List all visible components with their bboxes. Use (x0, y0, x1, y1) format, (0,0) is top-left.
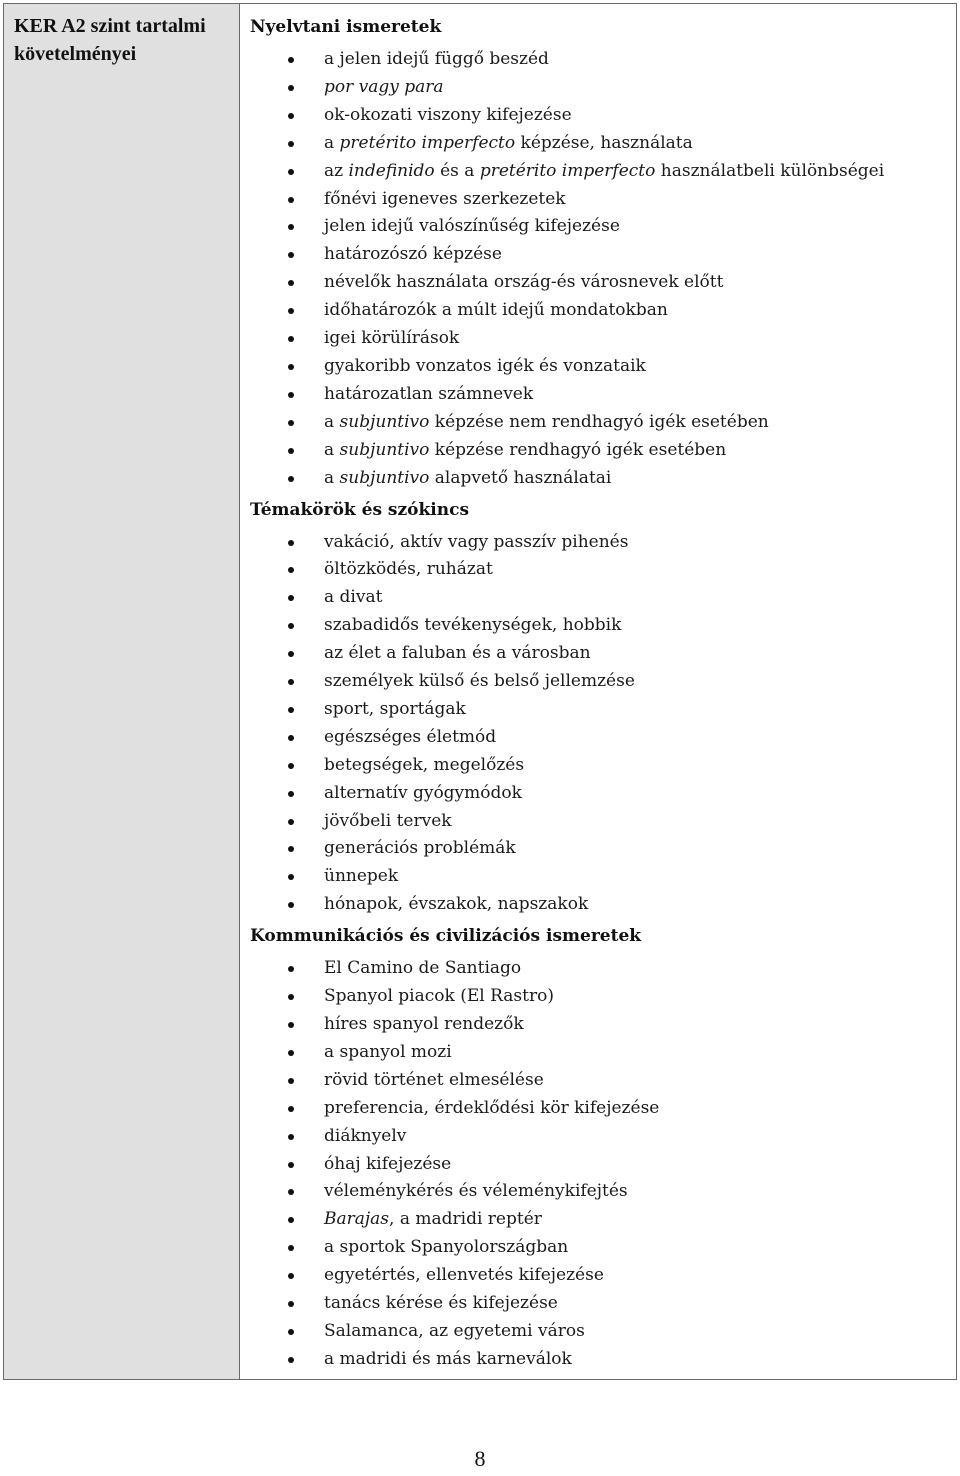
item-text: szabadidős tevékenységek, hobbik (324, 615, 622, 636)
list-item (250, 353, 956, 381)
level-title: KER A2 szint tartalmi követelményei (14, 15, 206, 65)
list-item (250, 1206, 956, 1234)
list-item (250, 1178, 956, 1206)
list-item (250, 1234, 956, 1262)
italic-term: por vagy para (324, 76, 444, 97)
bullet-icon (288, 336, 294, 342)
right-cell (240, 4, 956, 1379)
item-text: jövőbeli tervek (324, 810, 452, 831)
bullet-icon (288, 252, 294, 258)
item-text: határozatlan számnevek (324, 383, 534, 404)
list-item (250, 465, 956, 493)
bullet-icon (288, 679, 294, 685)
bullet-icon (288, 791, 294, 797)
list-item (250, 46, 956, 74)
bullet-icon (288, 1078, 294, 1084)
item-text: időhatározók a múlt idejű mondatokban (324, 300, 668, 321)
bullet-icon (288, 623, 294, 629)
item-text: alternatív gyógymódok (324, 782, 522, 803)
bullet-icon (288, 966, 294, 972)
list-item (250, 1039, 956, 1067)
list-item (250, 1318, 956, 1346)
bullet-icon (288, 874, 294, 880)
sections-container (250, 14, 956, 1374)
list-item (250, 74, 956, 102)
bullet-icon (288, 420, 294, 426)
item-text: képzése, használata (515, 132, 693, 153)
list-item (250, 808, 956, 836)
item-text: a spanyol mozi (324, 1041, 452, 1062)
bullet-icon (288, 1217, 294, 1223)
bullet-icon (288, 540, 294, 546)
bullet-icon (288, 57, 294, 63)
bullet-icon (288, 85, 294, 91)
italic-term: subjuntivo (339, 467, 430, 488)
list-item (250, 556, 956, 584)
list-item (250, 983, 956, 1011)
list-item (250, 241, 956, 269)
item-text: rövid történet elmesélése (324, 1069, 544, 1090)
list-item (250, 891, 956, 919)
bullet-icon (288, 1301, 294, 1307)
list-item (250, 1151, 956, 1179)
italic-term: subjuntivo (339, 411, 430, 432)
list-item (250, 752, 956, 780)
list-item (250, 158, 956, 186)
item-text: preferencia, érdeklődési kör kifejezése (324, 1097, 660, 1118)
bullet-icon (288, 1050, 294, 1056)
bullet-icon (288, 476, 294, 482)
list-item (250, 102, 956, 130)
list-item (250, 130, 956, 158)
item-text: használatbeli különbségei (655, 160, 885, 181)
item-text: névelők használata ország-és városnevek előtt (324, 272, 724, 293)
item-text: az élet a faluban és a városban (324, 643, 591, 664)
list-item (250, 1346, 956, 1374)
list-item (250, 1290, 956, 1318)
section-heading: Témakörök és szókincs (250, 499, 470, 520)
list-item (250, 668, 956, 696)
item-text: a sportok Spanyolországban (324, 1237, 569, 1258)
bullet-list (250, 529, 956, 920)
italic-term: pretérito imperfecto (479, 160, 656, 181)
list-item (250, 1262, 956, 1290)
item-text: hónapok, évszakok, napszakok (324, 894, 589, 915)
list-item (250, 863, 956, 891)
list-item (250, 529, 956, 557)
content-table (3, 3, 957, 1380)
bullet-icon (288, 763, 294, 769)
item-text: a (324, 439, 340, 460)
bullet-icon (288, 197, 294, 203)
item-text: főnévi igeneves szerkezetek (324, 188, 566, 209)
item-text: képzése rendhagyó igék esetében (429, 439, 727, 460)
item-text: a madridi és más karneválok (324, 1348, 572, 1369)
bullet-icon (288, 1162, 294, 1168)
item-text: híres spanyol rendezők (324, 1014, 524, 1034)
bullet-icon (288, 364, 294, 370)
list-item (250, 1095, 956, 1123)
item-text: véleménykérés és véleménykifejtés (324, 1181, 628, 1202)
item-text: jelen idejű valószínűség kifejezése (324, 216, 620, 237)
item-text: ünnepek (324, 866, 399, 887)
item-text: , a madridi reptér (389, 1209, 542, 1230)
bullet-icon (288, 819, 294, 825)
item-text: egyetértés, ellenvetés kifejezése (324, 1265, 604, 1286)
list-item (250, 269, 956, 297)
list-item (250, 381, 956, 409)
item-text: a (324, 132, 340, 153)
bullet-list (250, 46, 956, 493)
page-number: 8 (474, 1446, 486, 1471)
item-text: ok-okozati viszony kifejezése (324, 104, 572, 125)
item-text: Spanyol piacok (El Rastro) (324, 986, 554, 1007)
item-text: személyek külső és belső jellemzése (324, 671, 635, 692)
bullet-icon (288, 735, 294, 741)
item-text: a divat (324, 587, 383, 608)
bullet-icon (288, 651, 294, 657)
list-item (250, 612, 956, 640)
bullet-icon (288, 567, 294, 573)
bullet-icon (288, 113, 294, 119)
item-text: gyakoribb vonzatos igék és vonzataik (324, 355, 646, 376)
bullet-icon (288, 902, 294, 908)
item-text: vakáció, aktív vagy passzív pihenés (324, 531, 629, 552)
list-item (250, 835, 956, 863)
item-text: határozószó képzése (324, 244, 502, 265)
list-item (250, 409, 956, 437)
bullet-icon (288, 1189, 294, 1195)
italic-term: subjuntivo (339, 439, 430, 460)
bullet-icon (288, 1022, 294, 1028)
list-item (250, 213, 956, 241)
list-item (250, 1011, 956, 1039)
list-item (250, 437, 956, 465)
item-text: óhaj kifejezése (324, 1153, 452, 1174)
bullet-icon (288, 308, 294, 314)
bullet-icon (288, 1106, 294, 1112)
bullet-icon (288, 1245, 294, 1251)
list-item (250, 696, 956, 724)
bullet-icon (288, 392, 294, 398)
list-item (250, 780, 956, 808)
bullet-icon (288, 707, 294, 713)
item-text: egészséges életmód (324, 726, 497, 747)
item-text: alapvető használatai (429, 467, 612, 488)
bullet-icon (288, 280, 294, 286)
item-text: a (324, 411, 340, 432)
bullet-icon (288, 1357, 294, 1363)
list-item (250, 325, 956, 353)
list-item (250, 1123, 956, 1151)
italic-term: Barajas (324, 1209, 390, 1230)
list-item (250, 584, 956, 612)
item-text: képzése nem rendhagyó igék esetében (429, 411, 769, 432)
item-text: diáknyelv (324, 1125, 407, 1146)
list-item (250, 297, 956, 325)
item-text: El Camino de Santiago (324, 958, 522, 979)
italic-term: indefinido (348, 160, 435, 181)
item-text: igei körülírások (324, 328, 460, 349)
item-text: az (324, 160, 349, 181)
item-text: sport, sportágak (324, 698, 466, 719)
item-text: betegségek, megelőzés (324, 754, 525, 775)
item-text: generációs problémák (324, 838, 516, 859)
list-item (250, 1067, 956, 1095)
bullet-icon (288, 1329, 294, 1335)
list-item (250, 955, 956, 983)
italic-term: pretérito imperfecto (339, 132, 516, 153)
item-text: öltözködés, ruházat (324, 559, 493, 580)
bullet-list (250, 955, 956, 1374)
bullet-icon (288, 141, 294, 147)
bullet-icon (288, 994, 294, 1000)
item-text: a jelen idejű függő beszéd (324, 49, 549, 69)
item-text: Salamanca, az egyetemi város (324, 1320, 585, 1341)
section-heading: Nyelvtani ismeretek (250, 17, 442, 37)
bullet-icon (288, 224, 294, 230)
section-heading: Kommunikációs és civilizációs ismeretek (250, 926, 642, 947)
bullet-icon (288, 169, 294, 175)
bullet-icon (288, 1273, 294, 1279)
bullet-icon (288, 595, 294, 601)
list-item (250, 640, 956, 668)
bullet-icon (288, 846, 294, 852)
item-text: és a (434, 160, 480, 181)
item-text: a (324, 467, 340, 488)
list-item (250, 186, 956, 214)
bullet-icon (288, 1134, 294, 1140)
item-text: tanács kérése és kifejezése (324, 1293, 558, 1314)
list-item (250, 724, 956, 752)
left-cell (4, 4, 240, 1379)
bullet-icon (288, 448, 294, 454)
